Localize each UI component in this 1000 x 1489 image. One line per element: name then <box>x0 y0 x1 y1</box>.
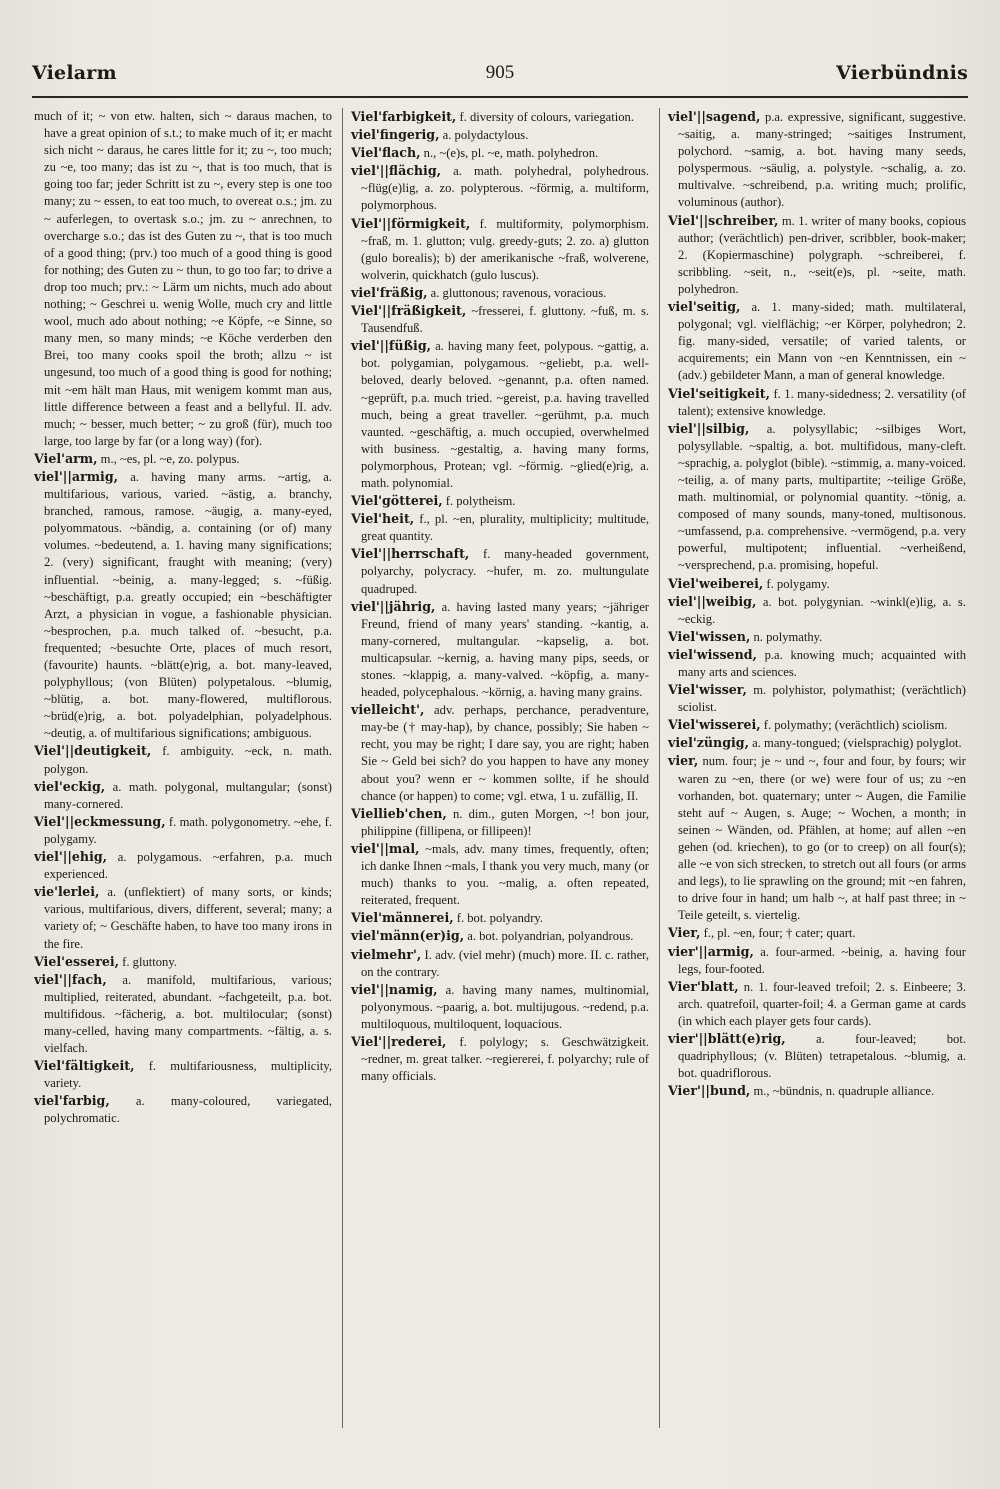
entry-definition: a. polygamous. ~erfahren, p.a. much experienced. <box>44 850 332 882</box>
entry-headword: viel'eckig, <box>34 778 106 794</box>
entry-headword: Vier'blatt, <box>668 978 739 994</box>
entry-headword: Viel'männerei, <box>351 910 454 926</box>
entry-definition: f., pl. ~en, four; † cater; quart. <box>700 926 856 941</box>
entry-definition: f. many-headed government, polyarchy, polycracy. ~hufer, m. zo. multungulate quadruped. <box>361 547 649 596</box>
dictionary-entry <box>34 778 332 813</box>
entry-definition: a. 1. many-sided; math. multilateral, polygonal; vgl. vielflächig; ~er Körper, polyhedron; 2. fig. many-sided, versatile; of varied talents, or acquirements; ein Mann von ~en Kenntnissen, ein ~ (adv.) gebildeter Mann, a man of general knowledge. <box>678 300 966 383</box>
entry-headword: Viellieb'chen, <box>351 805 447 821</box>
entry-definition: f. multiformity, polymorphism. ~fraß, m. 1. glutton; vulg. greedy-guts; 2. zo. a) glutton (gulo borealis); b) der amerikanische ~fraß, wolverene, wolverin, quickhatch (gulo luscus). <box>361 216 649 282</box>
dictionary-entry <box>351 108 649 126</box>
entry-definition: f., pl. ~en, plurality, multiplicity; multitude, great quantity. <box>361 512 649 544</box>
entry-headword: Viel'weiberei, <box>668 575 764 591</box>
dictionary-entry <box>351 840 649 909</box>
dictionary-entry <box>668 924 966 942</box>
entry-headword: Viel'farbigkeit, <box>351 109 457 124</box>
entry-headword: Viel'wisser, <box>668 682 747 698</box>
dictionary-entry <box>668 593 966 628</box>
entry-definition: n. dim., guten Morgen, ~! bon jour, philippine (fillipena, or fillipeen)! <box>361 806 649 838</box>
entry-headword: viel'||flächig, <box>351 163 442 179</box>
dictionary-entry <box>668 1030 966 1082</box>
running-head-left: Vielarm <box>32 62 117 84</box>
entry-headword: viel'fräßig, <box>351 284 428 300</box>
entry-headword: viel'||mal, <box>351 840 420 856</box>
column-2 <box>342 108 649 1428</box>
entry-definition: f. multifariousness, multiplicity, variety. <box>44 1059 332 1091</box>
entry-definition: a. having many names, multinomial, polyonymous. ~paarig, a. bot. multijugous. ~redend, p.a. multiloquous, multiloquent, loquacious. <box>361 982 649 1031</box>
entry-definition: a. polydactylous. <box>439 128 529 143</box>
entry-definition: ~mals, adv. many times, frequently, often; ich danke Ihnen ~mals, I thank you very much, many (or much) thanks to you. ~malig, a. often repeated, reiterated, frequent. <box>361 841 649 908</box>
dictionary-entry <box>351 909 649 927</box>
entry-definition: a. many-tongued; (vielsprachig) polyglot. <box>749 736 962 751</box>
dictionary-entry <box>351 337 649 492</box>
entry-headword: viel'seitig, <box>668 299 741 315</box>
entry-headword: Viel'seitigkeit, <box>668 385 771 401</box>
entry-definition: a. gluttonous; ravenous, voracious. <box>427 285 607 300</box>
entry-definition: f. polytheism. <box>442 494 516 509</box>
dictionary-entry <box>34 1092 332 1127</box>
entry-definition: a. many-coloured, variegated, polychromatic. <box>44 1094 332 1126</box>
column-1 <box>34 108 332 1428</box>
dictionary-entry <box>351 805 649 840</box>
entry-definition: f. math. polygonometry. ~ehe, f. polygamy. <box>44 814 332 846</box>
entry-definition: n., ~(e)s, pl. ~e, math. polyhedron. <box>420 146 599 161</box>
dictionary-entry <box>351 701 649 805</box>
entry-headword: viel'fingerig, <box>351 127 440 143</box>
entry-headword: viel'||weibig, <box>668 593 757 609</box>
column-3 <box>659 108 966 1428</box>
entry-headword: Viel'flach, <box>351 145 421 161</box>
dictionary-entry <box>34 742 332 777</box>
entry-headword: Viel'||deutigkeit, <box>34 743 152 759</box>
entry-headword: viel'||füßig, <box>351 338 432 354</box>
dictionary-entry <box>34 450 332 468</box>
entry-definition: f. polylogy; s. Geschwätzigkeit. ~redner, m. great talker. ~regiererei, f. polyarchy; rule of many officials. <box>361 1034 649 1084</box>
dictionary-entry <box>351 144 649 162</box>
entry-headword: Viel'||herrschaft, <box>351 546 470 562</box>
text-columns <box>34 108 966 1428</box>
entry-headword: vie'lerlei, <box>34 884 100 900</box>
entry-headword: viel'züngig, <box>668 735 749 751</box>
entry-definition: m., ~es, pl. ~e, zo. polypus. <box>97 451 240 466</box>
entry-definition: a. math. polyhedral, polyhedrous. ~flüg(e)lig, a. zo. polypterous. ~förmig, a. multiform, polymorphous. <box>361 164 649 213</box>
entry-definition: a. math. polygonal, multangular; (sonst) many-cornered. <box>44 779 332 811</box>
dictionary-entry <box>34 813 332 848</box>
entry-definition: f. polygamy. <box>763 576 830 591</box>
entry-definition: much of it; ~ von etw. halten, sich ~ daraus machen, to have a great opinion of s.t.; to make much of it; er macht sich nicht ~ daraus, he cares little for it; zu ~, too much; zu ~e, too many; das ist zu ~, that is too much, that is going too far; jeder Schritt ist zu ~, every step is one too many; zu ~ essen, to eat too much, to overeat o.s.; jm. zu ~ auferlegen, to overtask s.o.; jm. zu ~ anrechnen, to overcharge s.o.; das ist des Guten zu ~, that is too much of a good thing; (prv.) too much of a good thing is good for nothing; des Guten zu ~ thun, to go too far; to drive a drop too much; prv.: ~ Lärm um nichts, much ado about nothing; ~ Geschrei u. wenig Wolle, much cry and little wool, much ado about nothing; ~e Köpfe, ~e Sinne, so many men, so many minds; ~e Köche verderben den Brei, too many cooks spoil the broth; allzu ~ ist ungesund, too much of a good thing is good for nothing; mit ~em hält man Haus, mit wenigem kommt man aus, little difference between a feast and a bellyful. II. adv. much; ~ besser, much better; ~ zu groß (für), much too large, too large by far (or a long way) (for). <box>34 109 332 448</box>
entry-headword: viel'wissend, <box>668 646 757 662</box>
entry-definition: f. 1. many-sidedness; 2. versatility (of talent); extensive knowledge. <box>678 386 966 418</box>
entry-headword: vielmehr', <box>351 946 422 962</box>
dictionary-entry <box>351 215 649 284</box>
dictionary-entry <box>34 108 332 450</box>
entry-headword: Viel'||fräßigkeit, <box>351 303 467 319</box>
dictionary-entry <box>34 848 332 883</box>
entry-headword: Viel'wisserei, <box>668 717 761 733</box>
dictionary-entry <box>668 1082 966 1100</box>
entry-headword: Viel'arm, <box>34 450 98 466</box>
dictionary-entry <box>34 1057 332 1092</box>
dictionary-entry <box>34 953 332 971</box>
entry-headword: Viel'||schreiber, <box>668 212 779 228</box>
dictionary-entry <box>668 752 966 924</box>
dictionary-entry <box>351 598 649 702</box>
entry-headword: Vier'||bund, <box>668 1083 751 1099</box>
entry-definition: f. diversity of colours, variegation. <box>456 110 634 124</box>
entry-headword: vier'||armig, <box>668 943 754 959</box>
entry-definition: adv. perhaps, perchance, peradventure, may-be († may-hap), by chance, possibly; Sie haben ~ recht, you may be right; I dare say, you are right; haben Sie ~ Geld bei sich? do you happen to have any money about you? wenn er ~ kommen sollte, if he should chance (or happen) to come; vgl. etwa, 1 u. zufällig, II. <box>361 703 649 803</box>
entry-definition: a. bot. polygynian. ~winkl(e)lig, a. s. ~eckig. <box>678 594 966 626</box>
entry-headword: viel'männ(er)ig, <box>351 928 465 944</box>
dictionary-entry <box>34 883 332 952</box>
entry-definition: n. 1. four-leaved trefoil; 2. s. Einbeere; 3. arch. quatrefoil, quarter-foil; 4. a German game at cards (in which each player gets four cards). <box>678 979 966 1028</box>
entry-headword: viel'||jährig, <box>351 598 436 614</box>
entry-headword: Viel'wissen, <box>668 628 751 644</box>
dictionary-entry <box>351 545 649 597</box>
entry-definition: a. manifold, multifarious, various; multiplied, reiterated, abundant. ~fachgeteilt, p.a. bot. multifidous. ~fächerig, a. bot. multilocular; (sonst) many-celled, having many compartments. ~fältig, a. s. vielfach. <box>44 972 332 1056</box>
entry-definition: a. (unflektiert) of many sorts, or kinds; various, multifarious, divers, different, several; many; a variety of; ~ Geschäfte haben, to have too many irons in the fire. <box>44 885 332 951</box>
dictionary-entry <box>668 943 966 978</box>
dictionary-entry <box>668 646 966 681</box>
dictionary-entry <box>668 734 966 752</box>
page-header <box>32 62 968 96</box>
entry-definition: a. having many arms. ~artig, a. multifarious, various, varied. ~ästig, a. branchy, branched, ramous, ramose. ~äugig, a. many-eyed, polyommatous. ~bändig, a. containing (or of) many volumes. ~bedeutend, a. 1. having many significations; 2. (very) significant, fraught with meaning; (very) influential. ~beinig, a. many-legged; s. ~füßig. ~beschäftigt, p.a. greatly occupied; ein ~beschäftigter Arzt, a physician in vogue, a fashionable physician. ~besprochen, p.a. much talked of. ~besucht, p.a. frequented; ~besuchte Orte, places of much resort, (favourite) haunts. ~blätt(e)rig, a. bot. many-leaved, polyphyllous; (von Blüten) polypetalous. ~blumig, ~blütig, a. bot. many-flowered, multiflorous. ~brüd(e)rig, a. bot. polyadelphian, polyadelphous. ~deutig, a. of multifarious significations; ambiguous. <box>44 469 332 741</box>
entry-definition: m. 1. writer of many books, copious author; (verächtlich) pen-driver, scribbler, book-maker; 2. (Kopiermaschine) polygraph. ~schreiberei, f. scribbling. ~seit, n., ~seit(e)s, pl. ~seite, math. polyhedron. <box>678 213 966 296</box>
entry-headword: Viel'||eckmessung, <box>34 813 166 829</box>
entry-headword: Viel'||rederei, <box>351 1033 447 1049</box>
dictionary-entry <box>668 575 966 593</box>
dictionary-entry <box>668 681 966 716</box>
dictionary-entry <box>668 716 966 734</box>
entry-definition: num. four; je ~ und ~, four and four, by fours; wir waren zu ~en, there (or we) were four of us; zu ~en vorhanden, bot. quaternary; unter ~ Augen, die Familie steht auf ~ Augen, s. Auge; ~ Wochen, a month; in seinen ~ Wänden, od. Pfählen, at home; auf allen ~en gehen (od. kriechen), to go (or to creep) on all four(s); alle ~e von sich strecken, to stretch out all fours (or arms and legs), to lie sprawling on the ground; mit ~en fahren, to drive four in hand; um halb ~, at half past three; in ~ Teile geteilt, s. viertelig. <box>678 754 966 923</box>
entry-headword: Vier, <box>668 925 701 941</box>
entry-definition: ~fresserei, f. gluttony. ~fuß, m. s. Tausendfuß. <box>361 304 649 336</box>
dictionary-entry <box>351 126 649 144</box>
entry-definition: I. adv. (viel mehr) (much) more. II. c. rather, on the contrary. <box>361 947 649 979</box>
entry-definition: a. having many feet, polypous. ~gattig, a. bot. polygamian, polygamous. ~geliebt, p.a. well-beloved, dearly beloved. ~genannt, p.a. often named. ~geprüft, p.a. much tried. ~gereist, p.a. having travelled much, being a great traveller. ~gerühmt, p.a. much vaunted. ~geschäftig, a. much occupied, overwhelmed with business. ~gestaltig, a. having many forms, polymorphous, Protean; vgl. ~förmig. ~glied(e)rig, a. math. polynomial. <box>361 339 649 490</box>
entry-definition: f. gluttony. <box>119 954 177 969</box>
dictionary-entry <box>351 302 649 337</box>
entry-headword: Viel'götterei, <box>351 493 443 509</box>
entry-definition: p.a. knowing much; acquainted with many arts and sciences. <box>678 647 966 679</box>
entry-headword: vielleicht', <box>351 702 425 718</box>
entry-definition: a. polysyllabic; ~silbiges Wort, polysyllable. ~spaltig, a. bot. multifidous, many-cleft. ~sprachig, a. polyglot (bible). ~stimmig, a. many-voiced. ~teilig, a. of many parts, multipartite; ~teilige Größe, math. multinomial, or polynomial quantity. ~tönig, a. composed of many sounds, many-toned, multisonous. ~umfassend, p.a. comprehensive. ~vermögend, p.a. very powerful, multipotent; influential. ~verheißend, ~versprechend, p.a. promising, hopeful. <box>678 421 966 573</box>
dictionary-entry <box>351 162 649 214</box>
dictionary-entry <box>351 492 649 510</box>
running-head-right: Vierbündnis <box>836 62 968 84</box>
entry-definition: f. polymathy; (verächtlich) sciolism. <box>760 718 948 733</box>
entry-definition: a. four-leaved; bot. quadriphyllous; (v. Blüten) tetrapetalous. ~blumig, a. bot. quadriflorous. <box>678 1031 966 1081</box>
entry-definition: f. ambiguity. ~eck, n. math. polygon. <box>44 744 332 776</box>
entry-headword: viel'||ehig, <box>34 849 108 865</box>
entry-headword: Viel'||förmigkeit, <box>351 215 471 231</box>
entry-headword: viel'||fach, <box>34 971 107 987</box>
dictionary-entry <box>668 385 966 420</box>
dictionary-entry <box>351 510 649 545</box>
entry-headword: viel'||sagend, <box>668 109 761 124</box>
dictionary-entry <box>351 927 649 945</box>
entry-headword: vier'||blätt(e)rig, <box>668 1030 786 1046</box>
dictionary-entry <box>351 1033 649 1085</box>
entry-definition: a. four-armed. ~beinig, a. having four legs, four-footed. <box>678 944 966 976</box>
dictionary-entry <box>351 981 649 1033</box>
dictionary-entry <box>668 978 966 1030</box>
entry-definition: m., ~bündnis, n. quadruple alliance. <box>750 1084 935 1099</box>
entry-definition: m. polyhistor, polymathist; (verächtlich) sciolist. <box>678 683 966 715</box>
header-rule <box>32 96 968 98</box>
dictionary-entry <box>351 946 649 981</box>
entry-definition: a. having lasted many years; ~jähriger Freund, friend of many years' standing. ~kantig, a. many-cornered, multangular. ~kapselig, a. bot. multicapsular. ~kernig, a. having many pips, seeds, or stones. ~klappig, a. many-valved. ~köpfig, a. many-headed, polycephalous. ~körnig, a. having many grains. <box>361 599 649 700</box>
entry-headword: vier, <box>668 753 699 769</box>
dictionary-entry <box>34 468 332 743</box>
dictionary-entry <box>668 108 966 212</box>
entry-headword: Viel'fältigkeit, <box>34 1058 135 1074</box>
dictionary-entry <box>668 628 966 646</box>
dictionary-entry <box>668 420 966 575</box>
entry-headword: viel'||silbig, <box>668 420 750 436</box>
dictionary-entry <box>668 298 966 384</box>
entry-headword: Viel'heit, <box>351 511 415 527</box>
entry-headword: viel'||namig, <box>351 981 438 997</box>
entry-headword: viel'farbig, <box>34 1093 110 1109</box>
dictionary-entry <box>351 284 649 302</box>
entry-headword: Viel'esserei, <box>34 953 120 969</box>
entry-definition: a. bot. polyandrian, polyandrous. <box>464 929 634 944</box>
entry-definition: f. bot. polyandry. <box>453 911 544 926</box>
entry-definition: n. polymathy. <box>750 629 823 644</box>
dictionary-entry <box>668 212 966 298</box>
entry-headword: viel'||armig, <box>34 468 119 484</box>
page-number: 905 <box>485 62 515 83</box>
entry-definition: p.a. expressive, significant, suggestive. ~saitig, a. many-stringed; ~saitiges Instrument, polychord. ~samig, a. bot. having many seeds, polyspermous. ~säulig, a. polystyle. ~schalig, a. zo. multivalve. ~schreibend, p.a. writing much; prolific, voluminous (author). <box>678 110 966 210</box>
dictionary-entry <box>34 971 332 1057</box>
